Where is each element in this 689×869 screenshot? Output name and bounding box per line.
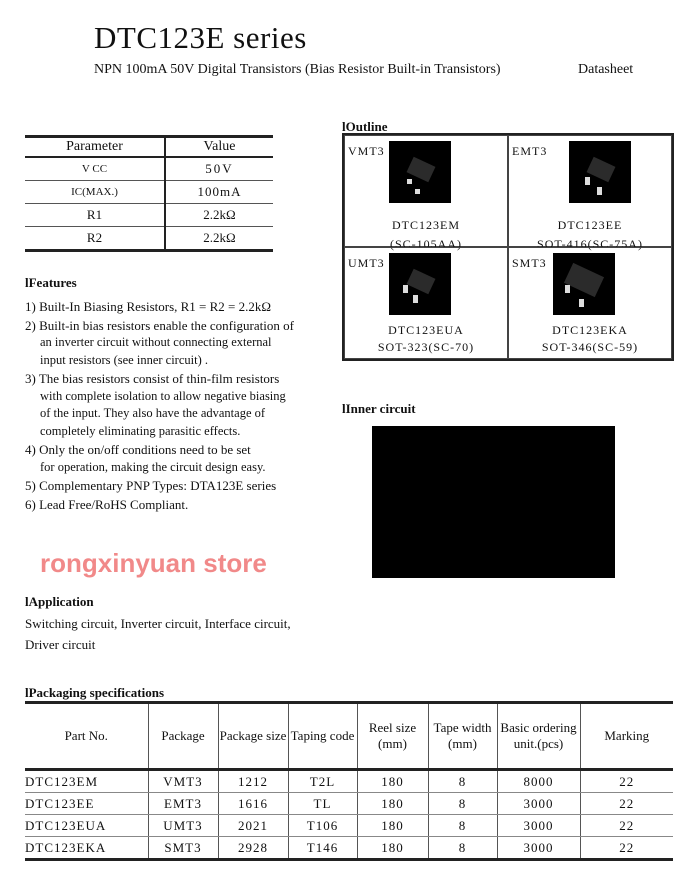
col-header: Part No. [25,703,148,770]
feature-text: 2) Built-in bias resistors enable the configuration of [25,317,294,333]
outline-heading: lOutline [342,119,388,134]
cell: EMT3 [148,793,218,815]
package-name: SMT3 [512,256,547,270]
cell: TL [288,793,357,815]
cell: 8 [428,793,497,815]
table-row [25,793,673,815]
feature-text: 3) The bias resistors consist of thin-film resistors [25,371,280,386]
feature-text: 4) Only the on/off conditions need to be set [25,442,251,457]
cell: DTC123EM [25,770,148,793]
feature-text: 5) Complementary PNP Types: DTA123E series [25,478,277,493]
cell: T146 [288,837,357,860]
cell: 8 [428,837,497,860]
parameter-table [25,135,273,252]
col-header: Tape width (mm) [428,703,497,770]
table-row [25,204,273,227]
watermark: rongxinyuan store [40,548,267,578]
cell: DTC123EUA [25,815,148,837]
subtitle: NPN 100mA 50V Digital Transistors (Bias Resistor Built-in Transistors) [94,62,501,77]
feature-text: 1) Built-In Biasing Resistors, R1 = R2 = 2.2kΩ [25,299,272,314]
feature-item [25,317,337,370]
table-row [25,181,273,204]
packaging-table [25,701,673,861]
cell: 22 [580,837,673,860]
application-line: Driver circuit [25,637,96,652]
cell: 8 [428,815,497,837]
cell: 100mA [165,181,273,204]
feature-text: input resistors (see inner circuit) . [40,352,209,367]
feature-text: completely eliminating parasitic effects. [40,423,241,438]
cell: 22 [580,770,673,793]
package-image [389,253,451,315]
table-row [25,815,673,837]
package-code: SOT-346(SC-59) [541,340,639,354]
col-header: Marking [580,703,673,770]
package-code: SOT-416(SC-75A) [537,237,643,251]
cell: 180 [357,793,428,815]
cell: T106 [288,815,357,837]
package-code: SOT-323(SC-70) [377,340,475,354]
package-name: VMT3 [348,144,385,158]
feature-item [25,298,337,316]
part-number: DTC123EM [392,218,460,232]
feature-text: with complete isolation to allow negative biasing [40,388,286,403]
inner-circuit-heading: lInner circuit [342,401,416,416]
table-row [25,837,673,860]
application-heading: lApplication [25,594,94,609]
col-header: Parameter [25,137,165,158]
package-cell [508,135,672,251]
part-number: DTC123EE [557,218,623,232]
cell: V CC [25,157,165,181]
col-header: Value [165,137,273,158]
page-title: DTC123E series [94,20,307,55]
cell: R2 [25,227,165,251]
feature-item [25,496,337,514]
col-header: Basic ordering unit.(pcs) [497,703,580,770]
cell: DTC123EE [25,793,148,815]
cell: DTC123EKA [25,837,148,860]
doc-type-label: Datasheet [578,62,634,77]
cell: 3000 [497,793,580,815]
package-name: EMT3 [512,144,548,158]
cell: 50V [165,157,273,181]
package-cell [508,247,672,359]
package-cell [344,247,508,359]
cell: 2928 [218,837,288,860]
outline-grid [342,133,674,361]
cell: 8000 [497,770,580,793]
package-code: (SC-105AA) [390,237,462,251]
cell: IC(MAX.) [25,181,165,204]
features-list [25,298,337,514]
cell: VMT3 [148,770,218,793]
cell: 180 [357,770,428,793]
cell: 1616 [218,793,288,815]
cell: 180 [357,815,428,837]
cell: 3000 [497,837,580,860]
package-image [553,253,615,315]
cell: 8 [428,770,497,793]
cell: R1 [25,204,165,227]
feature-item [25,477,337,495]
package-image [569,141,631,203]
feature-item [25,441,337,476]
cell: SMT3 [148,837,218,860]
cell: 3000 [497,815,580,837]
package-image [389,141,451,203]
col-header: Package size [218,703,288,770]
part-number: DTC123EUA [388,323,464,337]
inner-circuit-image [372,426,615,578]
cell: 22 [580,793,673,815]
cell: UMT3 [148,815,218,837]
feature-text: 6) Lead Free/RoHS Compliant. [25,496,189,512]
cell: 2.2kΩ [165,204,273,227]
table-row [25,157,273,181]
cell: 1212 [218,770,288,793]
feature-text: an inverter circuit without connecting external [40,335,272,349]
feature-text: for operation, making the circuit design easy. [40,459,266,474]
table-row [25,770,673,793]
packaging-heading: lPackaging specifications [25,685,165,700]
col-header: Reel size (mm) [357,703,428,770]
part-number: DTC123EKA [552,323,628,337]
package-name: UMT3 [348,256,385,270]
table-row [25,227,273,251]
application-text [25,613,291,655]
features-heading: lFeatures [25,275,77,290]
cell: 2021 [218,815,288,837]
feature-item [25,370,337,440]
feature-text: of the input. They also have the advantage of [40,406,266,420]
package-cell [344,135,508,251]
cell: 180 [357,837,428,860]
cell: 2.2kΩ [165,227,273,251]
col-header: Taping code [288,703,357,770]
application-line: Switching circuit, Inverter circuit, Interface circuit, [25,616,291,631]
cell: T2L [288,770,357,793]
col-header: Package [148,703,218,770]
cell: 22 [580,815,673,837]
